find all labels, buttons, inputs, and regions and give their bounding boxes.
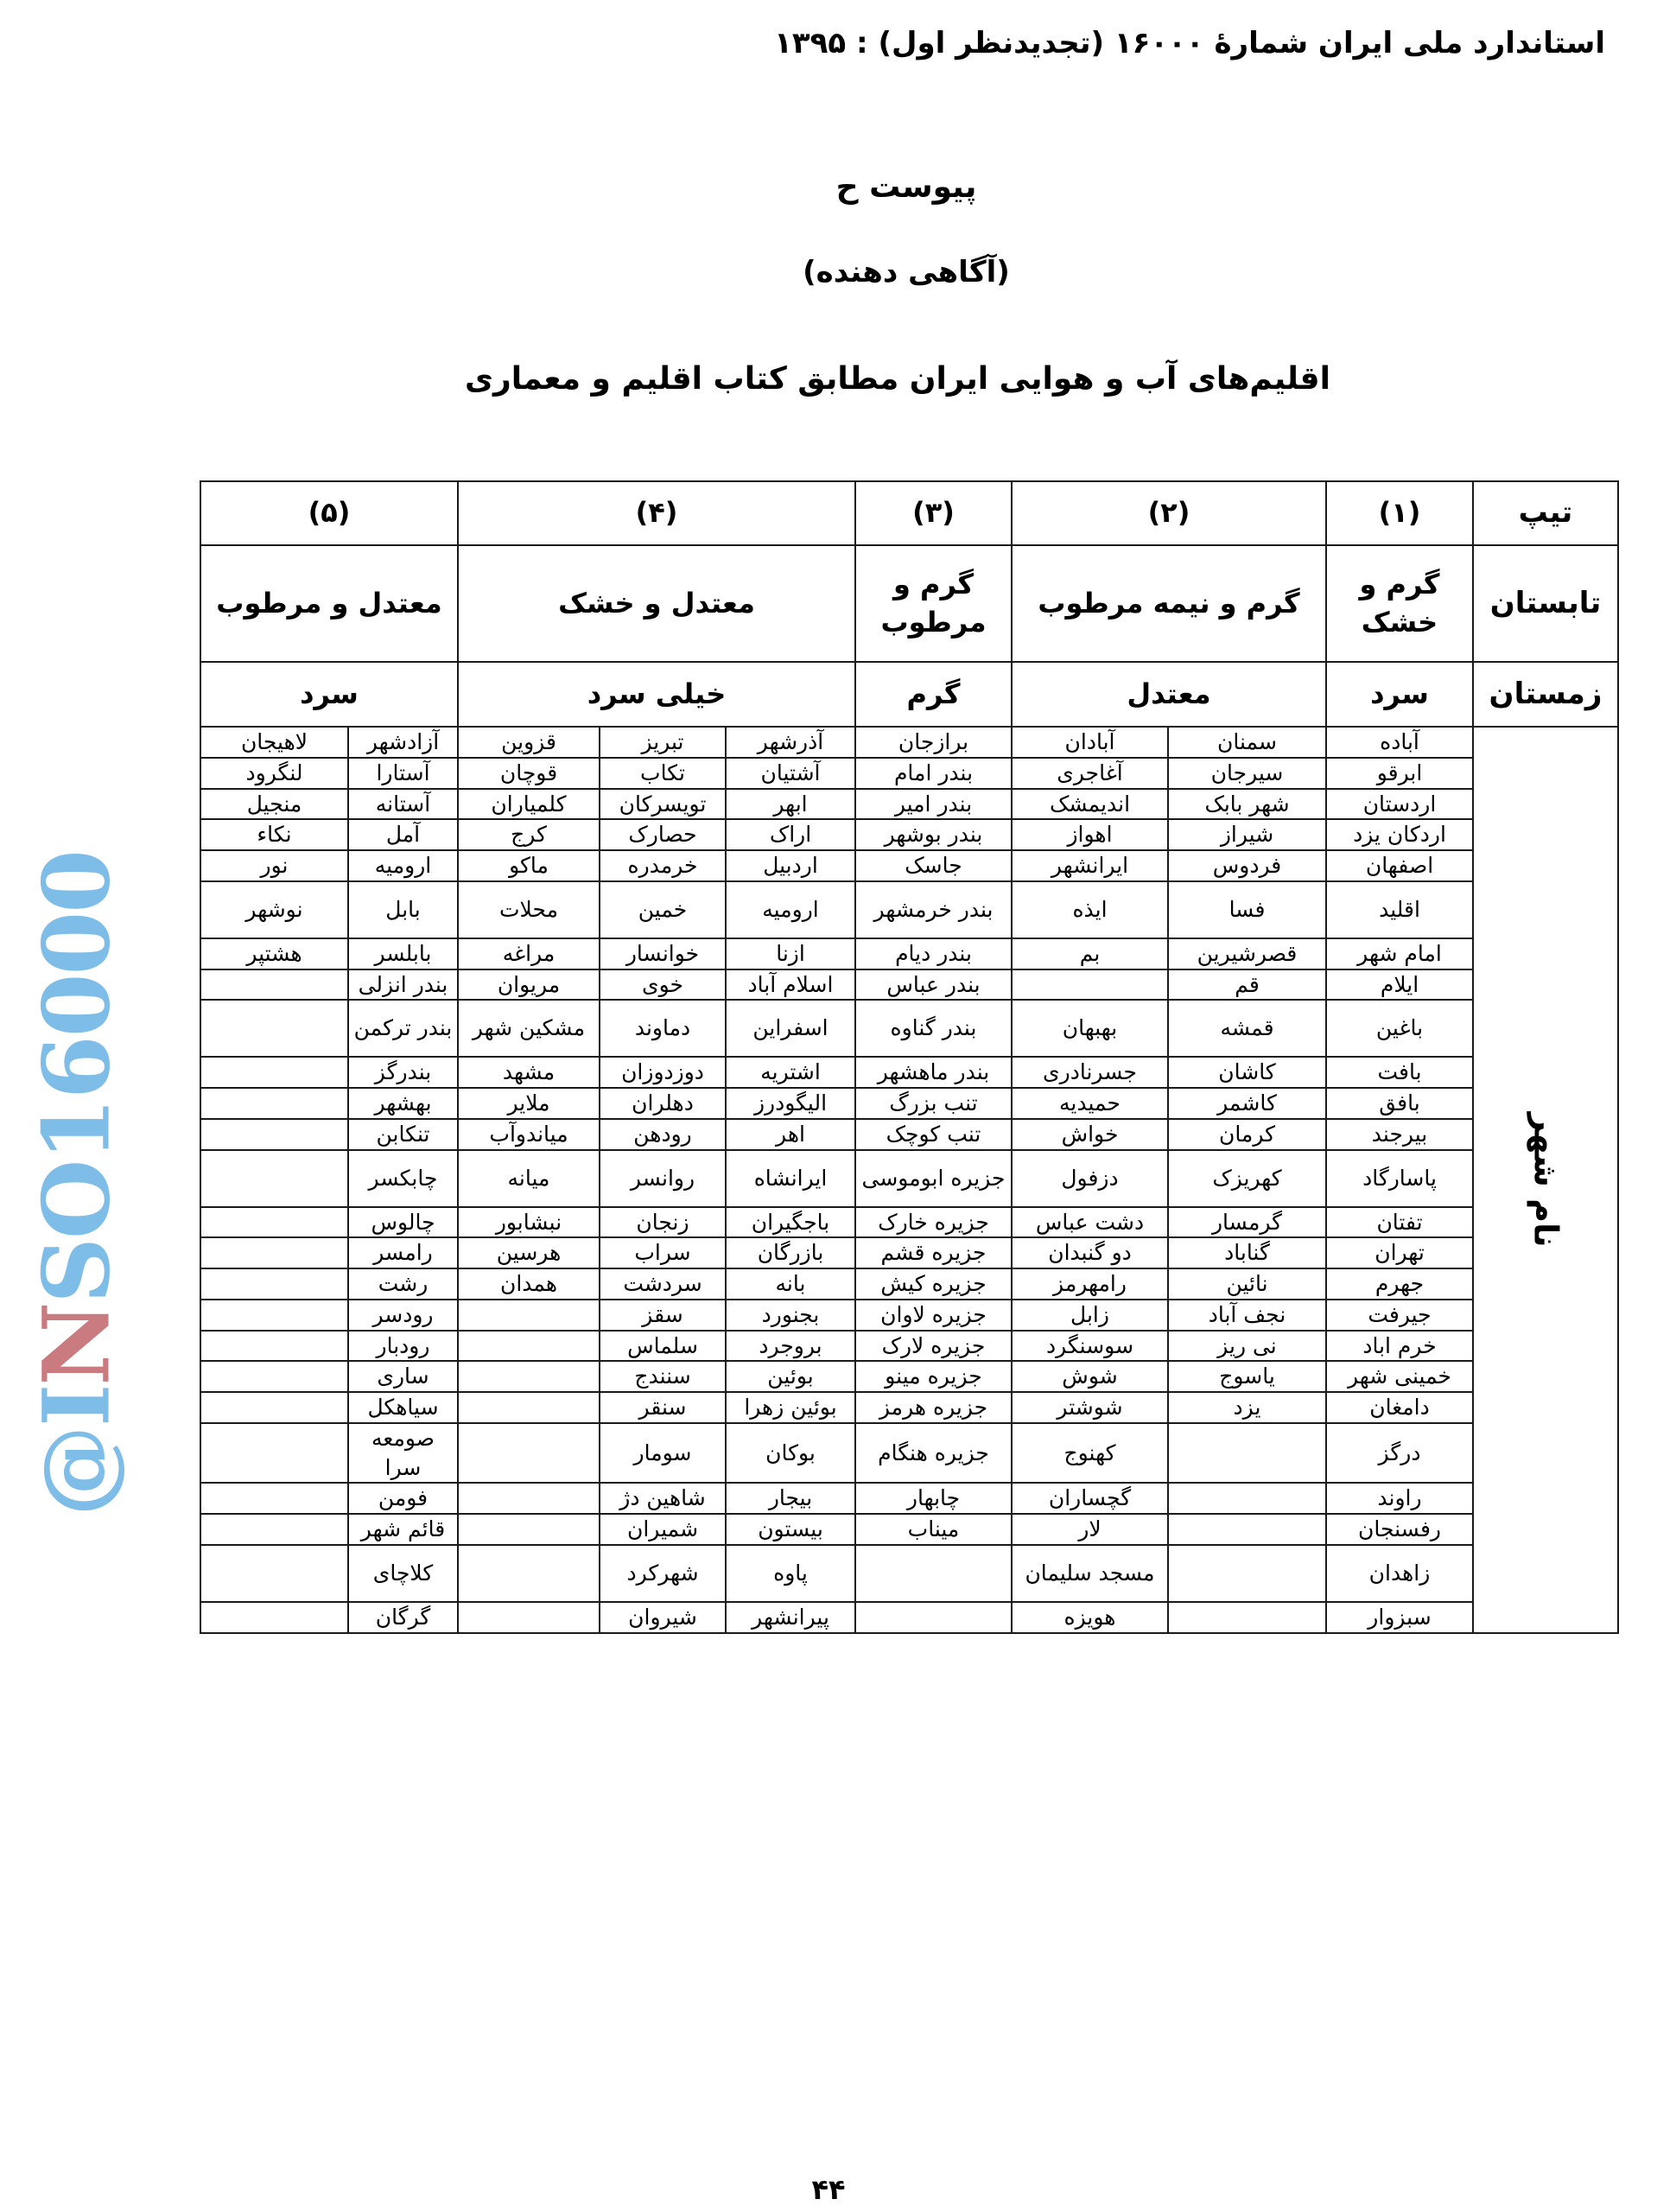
city-cell: مشکین شهر [458, 1000, 600, 1057]
city-cell: ملایر [458, 1088, 600, 1119]
watermark-suffix: SO16000 [22, 850, 130, 1304]
city-cell: رامسر [348, 1237, 458, 1268]
city-cell: قوچان [458, 758, 600, 789]
city-cell: جزیره خارک [855, 1207, 1012, 1238]
city-cell: جزیره قشم [855, 1237, 1012, 1268]
city-cell: شیروان [600, 1602, 726, 1633]
city-cell: روانسر [600, 1150, 726, 1207]
city-cell: پاسارگاد [1326, 1150, 1473, 1207]
city-cell: کهنوج [1012, 1423, 1168, 1484]
city-cell: سبزوار [1326, 1602, 1473, 1633]
city-cell: دو گنبدان [1012, 1237, 1168, 1268]
city-cell [458, 1483, 600, 1514]
table-row [200, 1392, 1618, 1423]
city-cell: آباده [1326, 727, 1473, 758]
city-cell: ازنا [726, 938, 855, 969]
city-cell: بیرجند [1326, 1119, 1473, 1150]
city-cell: جزیره مینو [855, 1361, 1012, 1392]
city-cell [200, 1088, 348, 1119]
city-cell [200, 969, 348, 1001]
city-cell: خوی [600, 969, 726, 1001]
city-cell: تکاب [600, 758, 726, 789]
table-row [200, 1000, 1618, 1057]
summer-type-2: گرم و نیمه مرطوب [1012, 545, 1326, 662]
city-cell [1168, 1423, 1326, 1484]
city-cell: برازجان [855, 727, 1012, 758]
city-cell: کرج [458, 819, 600, 850]
city-cell [458, 1361, 600, 1392]
city-cell: آغاجری [1012, 758, 1168, 789]
city-cell: رفسنجان [1326, 1514, 1473, 1545]
city-cell: اردستان [1326, 789, 1473, 820]
table-row [200, 819, 1618, 850]
type-number-1: (۱) [1326, 481, 1473, 545]
city-cell: یاسوج [1168, 1361, 1326, 1392]
city-cell [458, 1423, 600, 1484]
city-cell: ابهر [726, 789, 855, 820]
city-cell: دهلران [600, 1088, 726, 1119]
summer-row [200, 545, 1618, 662]
city-cell: بهشهر [348, 1088, 458, 1119]
city-cell: دوزدوزان [600, 1057, 726, 1088]
city-cell [200, 1057, 348, 1088]
city-cell: اراک [726, 819, 855, 850]
city-cell [200, 1514, 348, 1545]
watermark-highlight: N [22, 1303, 130, 1386]
type-row [200, 481, 1618, 545]
city-cell: گناباد [1168, 1237, 1326, 1268]
city-cell: بروجرد [726, 1331, 855, 1362]
summer-type-3: گرم و مرطوب [855, 545, 1012, 662]
city-cell: بیجار [726, 1483, 855, 1514]
table-row [200, 1331, 1618, 1362]
city-cell [200, 1602, 348, 1633]
city-cell: زنجان [600, 1207, 726, 1238]
climate-table [200, 480, 1619, 1634]
city-cell: مسجد سلیمان [1012, 1545, 1168, 1602]
city-cell: سیرجان [1168, 758, 1326, 789]
city-cell: فردوس [1168, 850, 1326, 881]
city-cell: خرمدره [600, 850, 726, 881]
city-cell: سمنان [1168, 727, 1326, 758]
city-cell: شهرکرد [600, 1545, 726, 1602]
city-cell [200, 1237, 348, 1268]
city-cell: بندر گناوه [855, 1000, 1012, 1057]
city-cell: شهر بابک [1168, 789, 1326, 820]
table-row [200, 1237, 1618, 1268]
winter-type-3: گرم [855, 662, 1012, 727]
city-cell: آزادشهر [348, 727, 458, 758]
table-row [200, 1423, 1618, 1484]
city-cell: همدان [458, 1268, 600, 1300]
city-cell: فومن [348, 1483, 458, 1514]
table-row [200, 789, 1618, 820]
city-cell: راوند [1326, 1483, 1473, 1514]
city-cell: شوش [1012, 1361, 1168, 1392]
city-cell: تنکابن [348, 1119, 458, 1150]
city-cell: خمینی شهر [1326, 1361, 1473, 1392]
annex-title: پیوست ح [835, 169, 977, 205]
city-cell: تهران [1326, 1237, 1473, 1268]
city-cell: ایرانشاه [726, 1150, 855, 1207]
city-cell: اسلام آباد [726, 969, 855, 1001]
city-cell: جزیره ابوموسی [855, 1150, 1012, 1207]
city-cell: جهرم [1326, 1268, 1473, 1300]
city-cell: آشتیان [726, 758, 855, 789]
city-cell: بهبهان [1012, 1000, 1168, 1057]
city-cell [1168, 1545, 1326, 1602]
city-cell: اشتریه [726, 1057, 855, 1088]
city-cell: رامهرمز [1012, 1268, 1168, 1300]
city-cell: ایذه [1012, 881, 1168, 938]
table-row [200, 1514, 1618, 1545]
city-cell: بافق [1326, 1088, 1473, 1119]
city-cell [458, 1392, 600, 1423]
city-cell [458, 1545, 600, 1602]
city-cell: صومعه سرا [348, 1423, 458, 1484]
city-cell [200, 1392, 348, 1423]
city-cell: کهریزک [1168, 1150, 1326, 1207]
city-cell: بوئین [726, 1361, 855, 1392]
city-cell: شاهین دژ [600, 1483, 726, 1514]
city-cell [200, 1000, 348, 1057]
city-cell [200, 1150, 348, 1207]
city-cell: نبشابور [458, 1207, 600, 1238]
city-cell: ایلام [1326, 969, 1473, 1001]
city-cell: بندر انزلی [348, 969, 458, 1001]
city-cell: نی ریز [1168, 1331, 1326, 1362]
city-cell: خوانسار [600, 938, 726, 969]
city-cell: سردشت [600, 1268, 726, 1300]
city-cell: هشتپر [200, 938, 348, 969]
city-cell: نوشهر [200, 881, 348, 938]
city-cell: دامغان [1326, 1392, 1473, 1423]
city-cell: شمیران [600, 1514, 726, 1545]
city-cell: خواش [1012, 1119, 1168, 1150]
city-cell: تویسرکان [600, 789, 726, 820]
city-cell: دماوند [600, 1000, 726, 1057]
city-cell: نائین [1168, 1268, 1326, 1300]
city-cell: کاشمر [1168, 1088, 1326, 1119]
city-cell [200, 1361, 348, 1392]
city-cell [200, 1545, 348, 1602]
city-cell: نکاء [200, 819, 348, 850]
city-cell [200, 1483, 348, 1514]
city-name-label-text: نام شهر [1527, 1112, 1565, 1248]
city-cell [1168, 1483, 1326, 1514]
city-cell: بندر ترکمن [348, 1000, 458, 1057]
city-cell: جیرفت [1326, 1300, 1473, 1331]
table-row [200, 727, 1618, 758]
city-cell: درگز [1326, 1423, 1473, 1484]
city-cell: اقلید [1326, 881, 1473, 938]
city-cell: خمین [600, 881, 726, 938]
city-cell: قزوین [458, 727, 600, 758]
city-cell: میاندوآب [458, 1119, 600, 1150]
type-number-4: (۴) [458, 481, 855, 545]
city-cell: سقز [600, 1300, 726, 1331]
city-cell: ماکو [458, 850, 600, 881]
city-cell: سومار [600, 1423, 726, 1484]
table-row [200, 1300, 1618, 1331]
watermark [22, 821, 130, 1547]
city-cell: دزفول [1012, 1150, 1168, 1207]
city-cell: ارومیه [348, 850, 458, 881]
city-cell: منجیل [200, 789, 348, 820]
city-cell: باغین [1326, 1000, 1473, 1057]
city-cell: لار [1012, 1514, 1168, 1545]
city-cell: قم [1168, 969, 1326, 1001]
city-cell: بوئین زهرا [726, 1392, 855, 1423]
city-cell: آذرشهر [726, 727, 855, 758]
city-cell: بافت [1326, 1057, 1473, 1088]
winter-type-1: سرد [1326, 662, 1473, 727]
city-cell: چابکسر [348, 1150, 458, 1207]
table-row [200, 1545, 1618, 1602]
summer-type-5: معتدل و مرطوب [200, 545, 458, 662]
city-cell: بانه [726, 1268, 855, 1300]
running-head: استاندارد ملی ایران شمارهٔ ۱۶۰۰۰ (تجدیدنظر اول) : ۱۳۹۵ [774, 26, 1605, 60]
city-cell: جاسک [855, 850, 1012, 881]
city-cell: اندیمشک [1012, 789, 1168, 820]
table-row [200, 1361, 1618, 1392]
city-cell: ساری [348, 1361, 458, 1392]
city-cell: رودهن [600, 1119, 726, 1150]
table-row [200, 1602, 1618, 1633]
city-cell: شوشتر [1012, 1392, 1168, 1423]
winter-type-2: معتدل [1012, 662, 1326, 727]
city-cell: ارومیه [726, 881, 855, 938]
city-cell: سنندج [600, 1361, 726, 1392]
table-row [200, 850, 1618, 881]
city-cell: قمشه [1168, 1000, 1326, 1057]
city-cell: رودسر [348, 1300, 458, 1331]
city-cell [458, 1300, 600, 1331]
city-cell: بندر دیام [855, 938, 1012, 969]
city-cell: بندر بوشهر [855, 819, 1012, 850]
table-title: اقلیم‌های آب و هوایی ایران مطابق کتاب اقلیم و معماری [465, 361, 1330, 397]
city-cell: جزیره لاوان [855, 1300, 1012, 1331]
city-cell: سوسنگرد [1012, 1331, 1168, 1362]
winter-type-4: خیلی سرد [458, 662, 855, 727]
city-cell: جزیره لارک [855, 1331, 1012, 1362]
city-cell [1168, 1514, 1326, 1545]
city-cell: تبریز [600, 727, 726, 758]
city-cell: پیرانشهر [726, 1602, 855, 1633]
city-cell: باجگیران [726, 1207, 855, 1238]
city-cell: چابهار [855, 1483, 1012, 1514]
city-cell: سراب [600, 1237, 726, 1268]
type-label: تیپ [1473, 481, 1618, 545]
city-cell: بندر ماهشهر [855, 1057, 1012, 1088]
city-cell: لاهیجان [200, 727, 348, 758]
city-cell: بندر خرمشهر [855, 881, 1012, 938]
city-cell: بابلسر [348, 938, 458, 969]
table-row [200, 1483, 1618, 1514]
table-row [200, 758, 1618, 789]
city-cell: حمیدیه [1012, 1088, 1168, 1119]
city-cell: فسا [1168, 881, 1326, 938]
winter-type-5: سرد [200, 662, 458, 727]
city-cell: مشهد [458, 1057, 600, 1088]
city-cell: یزد [1168, 1392, 1326, 1423]
city-cell: بیستون [726, 1514, 855, 1545]
city-cell: کلمیاران [458, 789, 600, 820]
city-cell: تنب بزرگ [855, 1088, 1012, 1119]
city-cell [1168, 1602, 1326, 1633]
table-row [200, 1268, 1618, 1300]
city-cell: اردبیل [726, 850, 855, 881]
watermark-prefix: @I [22, 1385, 130, 1517]
city-cell [458, 1514, 600, 1545]
type-number-2: (۲) [1012, 481, 1326, 545]
city-cell: لنگرود [200, 758, 348, 789]
city-cell: نجف آباد [1168, 1300, 1326, 1331]
city-cell: امام شهر [1326, 938, 1473, 969]
table-row [200, 1119, 1618, 1150]
city-cell: میناب [855, 1514, 1012, 1545]
city-cell: اهر [726, 1119, 855, 1150]
city-cell: مراغه [458, 938, 600, 969]
type-number-5: (۵) [200, 481, 458, 545]
winter-row [200, 662, 1618, 727]
city-cell: جزیره هنگام [855, 1423, 1012, 1484]
city-cell: جزیره کیش [855, 1268, 1012, 1300]
city-cell: رودبار [348, 1331, 458, 1362]
city-cell: بندر امام [855, 758, 1012, 789]
city-cell: آستارا [348, 758, 458, 789]
city-cell [1012, 969, 1168, 1001]
city-cell: بازرگان [726, 1237, 855, 1268]
page-number: ۴۴ [811, 2173, 846, 2206]
type-number-3: (۳) [855, 481, 1012, 545]
city-cell: قصرشیرین [1168, 938, 1326, 969]
city-cell [855, 1545, 1012, 1602]
city-cell: نور [200, 850, 348, 881]
city-cell: ابرقو [1326, 758, 1473, 789]
city-cell [458, 1331, 600, 1362]
city-cell: سیاهکل [348, 1392, 458, 1423]
city-cell: بوکان [726, 1423, 855, 1484]
city-cell: حصارک [600, 819, 726, 850]
city-cell [200, 1119, 348, 1150]
city-cell: جسرنادری [1012, 1057, 1168, 1088]
city-cell: ایرانشهر [1012, 850, 1168, 881]
city-cell: بم [1012, 938, 1168, 969]
city-cell: خرم اباد [1326, 1331, 1473, 1362]
city-cell: اسفراین [726, 1000, 855, 1057]
city-cell: میانه [458, 1150, 600, 1207]
city-cell: کرمان [1168, 1119, 1326, 1150]
city-cell: جزیره هرمز [855, 1392, 1012, 1423]
city-cell: دشت عباس [1012, 1207, 1168, 1238]
city-cell [200, 1423, 348, 1484]
city-cell: الیگودرز [726, 1088, 855, 1119]
city-cell [200, 1268, 348, 1300]
city-cell: قائم شهر [348, 1514, 458, 1545]
table-row [200, 881, 1618, 938]
city-cell: شیراز [1168, 819, 1326, 850]
city-cell: کاشان [1168, 1057, 1326, 1088]
city-cell: بندر عباس [855, 969, 1012, 1001]
table-row [200, 1207, 1618, 1238]
city-cell: بجنورد [726, 1300, 855, 1331]
city-cell: مریوان [458, 969, 600, 1001]
city-cell: زابل [1012, 1300, 1168, 1331]
city-cell: اصفهان [1326, 850, 1473, 881]
city-cell: گرمسار [1168, 1207, 1326, 1238]
city-cell: بابل [348, 881, 458, 938]
city-cell [200, 1207, 348, 1238]
city-cell: آستانه [348, 789, 458, 820]
city-cell: سنقر [600, 1392, 726, 1423]
summer-label: تابستان [1473, 545, 1618, 662]
city-name-label [1473, 727, 1618, 1633]
city-cell [458, 1602, 600, 1633]
city-cell: کلاچای [348, 1545, 458, 1602]
city-cell: گچساران [1012, 1483, 1168, 1514]
city-cell: پاوه [726, 1545, 855, 1602]
city-cell: هویزه [1012, 1602, 1168, 1633]
city-cell: بندر امیر [855, 789, 1012, 820]
city-cell: بندرگز [348, 1057, 458, 1088]
table-row [200, 1057, 1618, 1088]
city-cell: تفتان [1326, 1207, 1473, 1238]
city-cell: اهواز [1012, 819, 1168, 850]
winter-label: زمستان [1473, 662, 1618, 727]
city-cell [855, 1602, 1012, 1633]
summer-type-1: گرم و خشک [1326, 545, 1473, 662]
city-cell: هرسین [458, 1237, 600, 1268]
city-cell: محلات [458, 881, 600, 938]
city-cell: زاهدان [1326, 1545, 1473, 1602]
city-cell: رشت [348, 1268, 458, 1300]
table-row [200, 969, 1618, 1001]
city-cell: اردکان یزد [1326, 819, 1473, 850]
table-row [200, 938, 1618, 969]
city-cell: سلماس [600, 1331, 726, 1362]
city-cell [200, 1331, 348, 1362]
table-row [200, 1088, 1618, 1119]
table-row [200, 1150, 1618, 1207]
city-cell: آمل [348, 819, 458, 850]
city-cell: چالوس [348, 1207, 458, 1238]
city-cell [200, 1300, 348, 1331]
summer-type-4: معتدل و خشک [458, 545, 855, 662]
city-cell: آبادان [1012, 727, 1168, 758]
city-cell: گرگان [348, 1602, 458, 1633]
city-cell: تنب کوچک [855, 1119, 1012, 1150]
annex-subtitle: (آگاهی دهنده) [803, 255, 1010, 289]
